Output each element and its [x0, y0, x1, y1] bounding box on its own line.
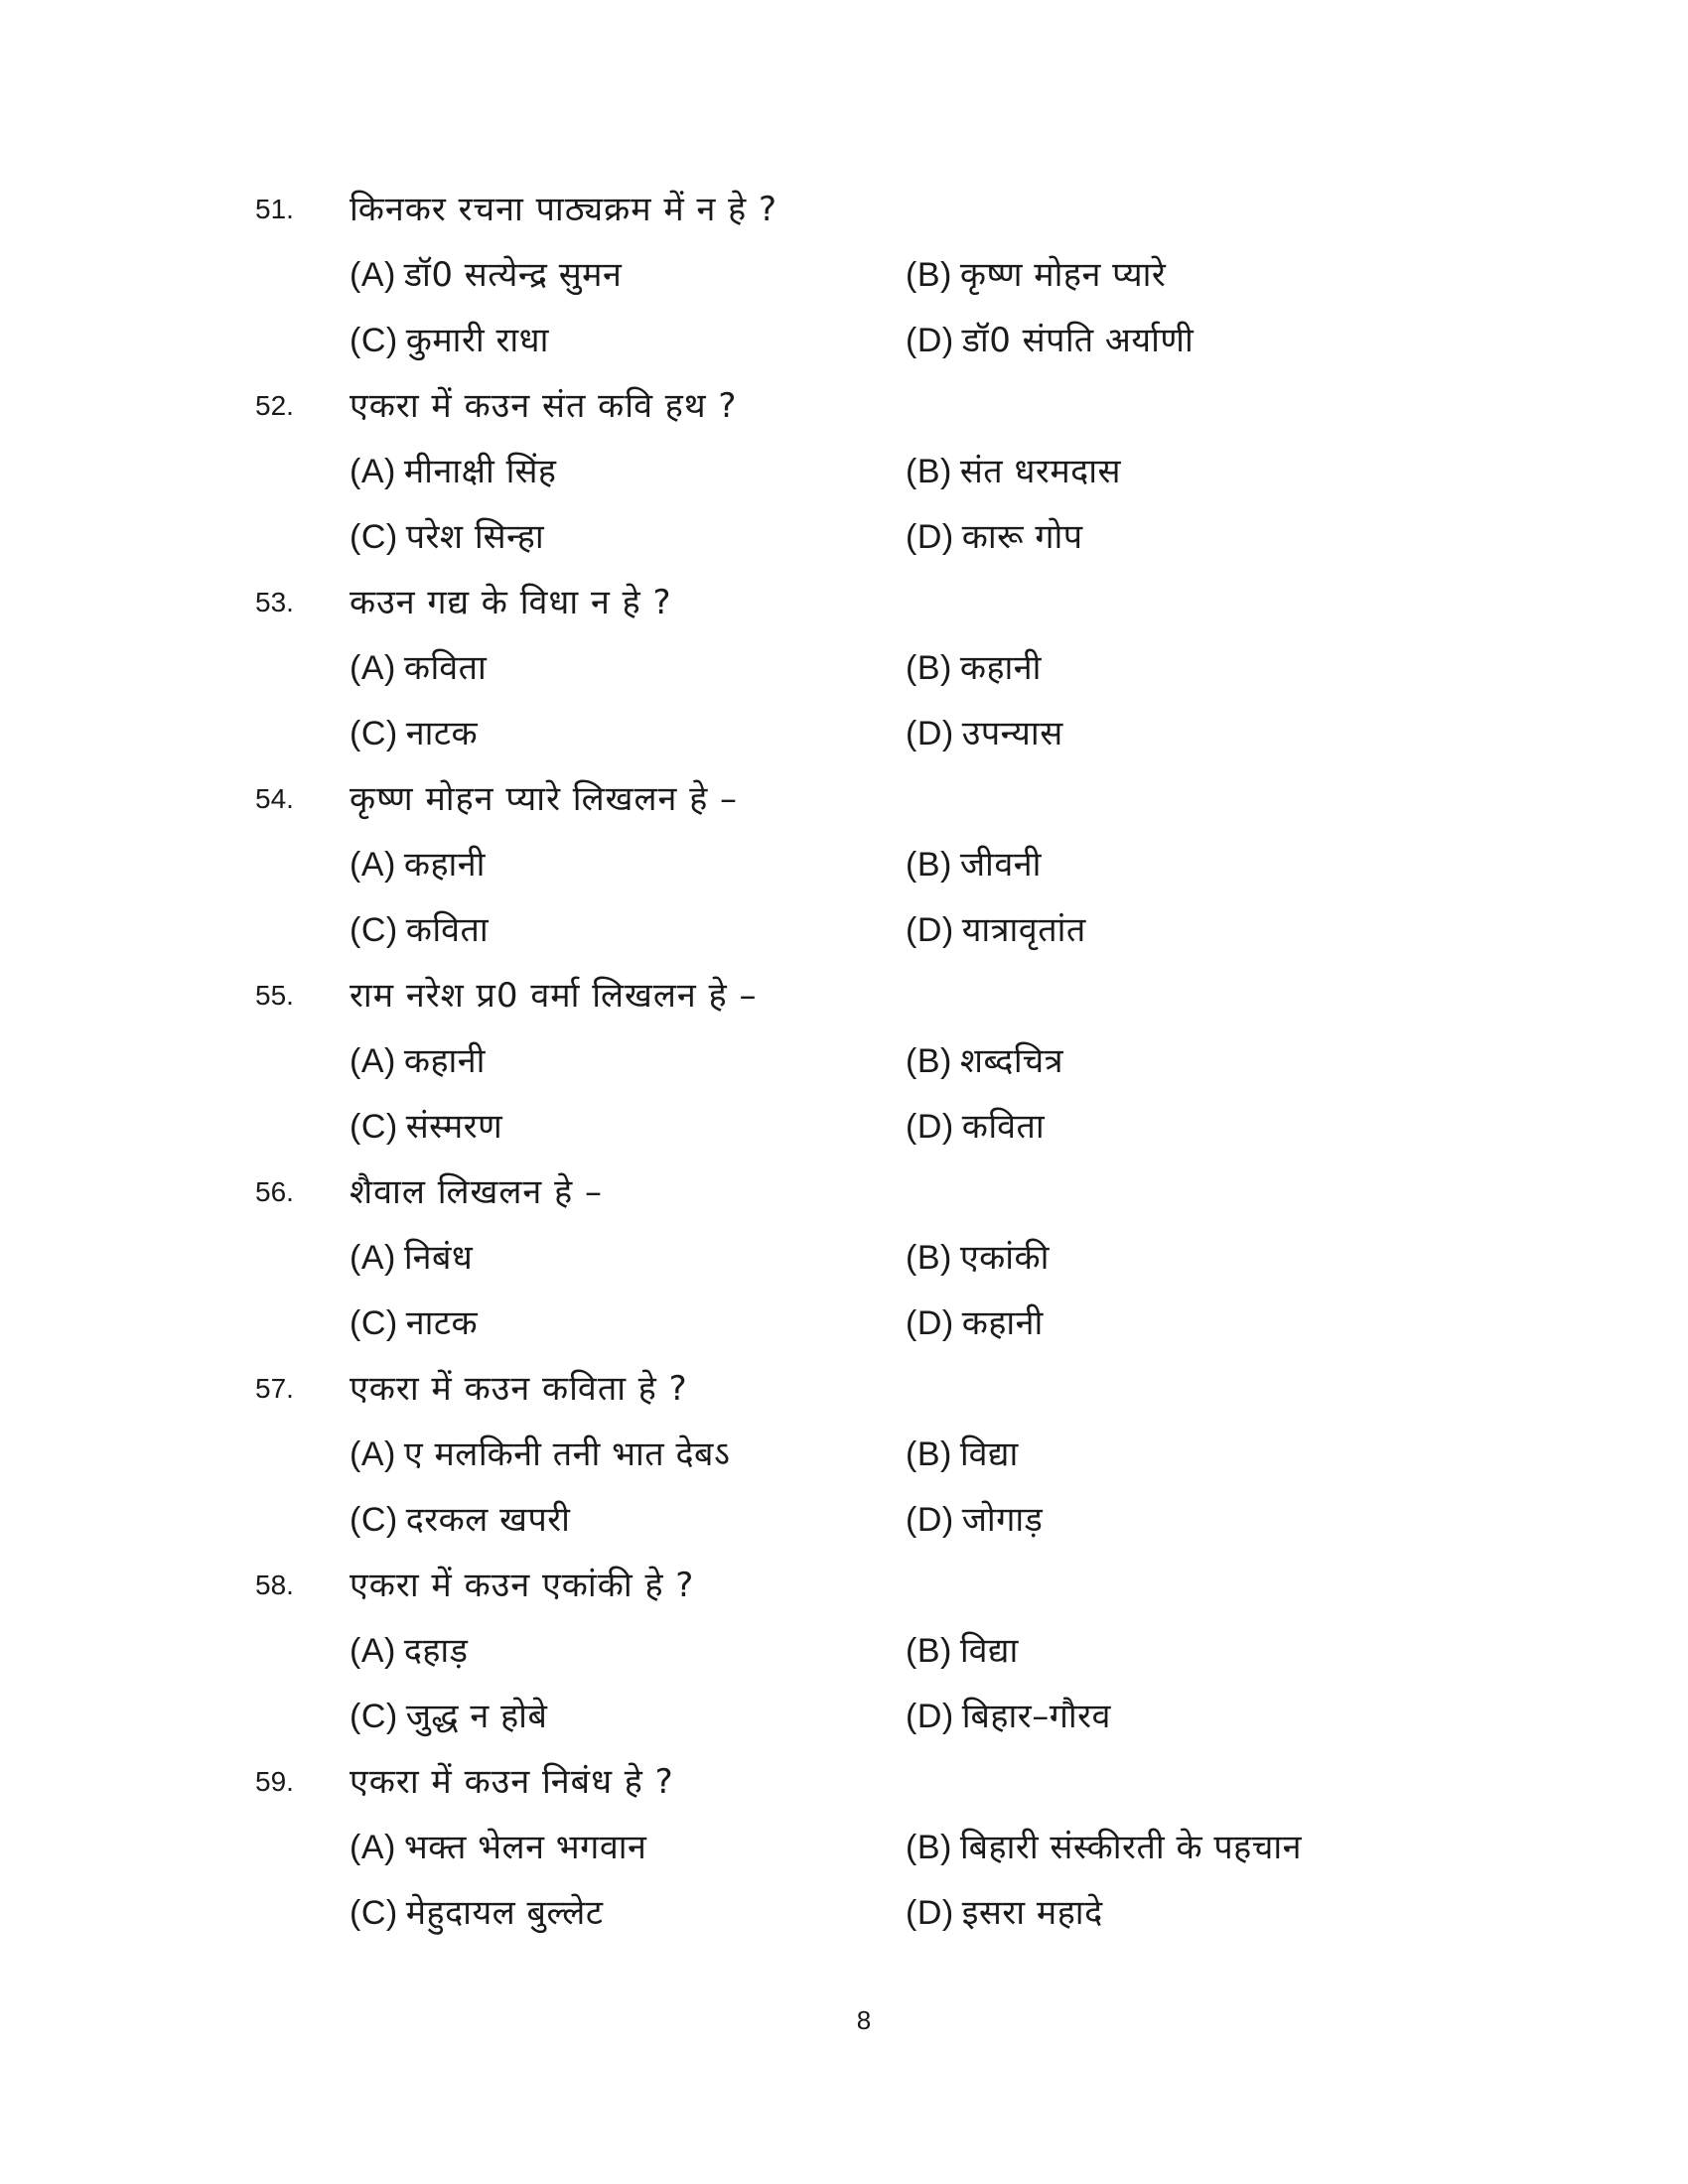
option-letter: (A): [350, 1632, 396, 1670]
question-item: [0, 963, 1688, 1160]
option-letter: (A): [350, 649, 396, 687]
options-row: [0, 1815, 1688, 1880]
options-row: [0, 635, 1688, 701]
question-item: [0, 177, 1688, 373]
question-text: कृष्ण मोहन प्यारे लिखलन हे –: [350, 779, 739, 819]
option-letter: (D): [906, 911, 954, 949]
option-text: विद्या: [959, 1434, 1019, 1474]
option-b: [906, 242, 1166, 308]
option-text: संस्मरण: [405, 1107, 503, 1147]
question-row: [0, 1160, 1688, 1225]
option-a: [350, 1618, 468, 1684]
option-text: डॉ0 संपति अर्याणी: [961, 321, 1195, 360]
option-d: [906, 308, 1194, 373]
option-letter: (D): [906, 1501, 954, 1539]
option-letter: (C): [350, 1698, 398, 1735]
question-item: [0, 1356, 1688, 1553]
option-letter: (B): [906, 1435, 952, 1473]
option-text: यात्रावृतांत: [961, 910, 1086, 950]
question-text: एकरा में कउन एकांकी हे ?: [350, 1566, 695, 1605]
option-text: डॉ0 सत्येन्द्र सुमन: [403, 255, 623, 295]
option-a: [350, 1815, 646, 1880]
option-d: [906, 1291, 1044, 1356]
option-c: [350, 1094, 502, 1160]
option-a: [350, 635, 487, 701]
option-text: इसरा महादे: [961, 1893, 1103, 1933]
question-text: एकरा में कउन कविता हे ?: [350, 1369, 688, 1409]
option-b: [906, 635, 1042, 701]
option-text: उपन्यास: [961, 714, 1063, 753]
option-d: [906, 701, 1063, 766]
question-number: 53.: [255, 587, 294, 617]
option-text: विद्या: [959, 1631, 1019, 1671]
option-letter: (D): [906, 1894, 954, 1932]
option-letter: (A): [350, 1829, 396, 1866]
option-letter: (A): [350, 846, 396, 884]
option-letter: (A): [350, 1042, 396, 1080]
options-row: [0, 504, 1688, 570]
option-d: [906, 504, 1083, 570]
page-number: 8: [856, 2005, 872, 2035]
option-text: नाटक: [405, 714, 479, 753]
option-a: [350, 439, 556, 504]
question-item: [0, 1160, 1688, 1356]
option-d: [906, 1684, 1111, 1749]
options-row: [0, 1880, 1688, 1946]
question-row: [0, 1749, 1688, 1815]
option-letter: (C): [350, 715, 398, 752]
question-text: कउन गद्य के विधा न हे ?: [350, 583, 672, 622]
option-c: [350, 701, 478, 766]
option-a: [350, 832, 486, 897]
option-text: जोगाड़: [961, 1500, 1044, 1540]
option-text: कविता: [403, 648, 488, 688]
option-d: [906, 1094, 1045, 1160]
options-row: [0, 1225, 1688, 1291]
options-row: [0, 897, 1688, 963]
question-row: [0, 1553, 1688, 1618]
option-text: कहानी: [959, 648, 1042, 688]
option-text: भक्त भेलन भगवान: [403, 1828, 647, 1867]
options-row: [0, 701, 1688, 766]
question-number: 56.: [255, 1176, 294, 1207]
option-letter: (B): [906, 846, 952, 884]
option-text: कुमारी राधा: [405, 321, 549, 360]
option-letter: (B): [906, 1042, 952, 1080]
option-text: मेहुदायल बुल्लेट: [405, 1893, 604, 1933]
question-row: [0, 963, 1688, 1028]
option-letter: (D): [906, 715, 954, 752]
option-text: कारू गोप: [961, 517, 1083, 557]
question-text: राम नरेश प्र0 वर्मा लिखलन हे –: [350, 976, 758, 1016]
question-item: [0, 1749, 1688, 1946]
option-d: [906, 1880, 1103, 1946]
option-b: [906, 1422, 1019, 1487]
option-text: कविता: [405, 910, 490, 950]
option-text: एकांकी: [959, 1238, 1050, 1278]
option-text: निबंध: [403, 1238, 474, 1278]
option-letter: (A): [350, 256, 396, 294]
option-text: कहानी: [403, 845, 486, 885]
option-b: [906, 1815, 1302, 1880]
option-text: दरकल खपरी: [405, 1500, 571, 1540]
question-number: 57.: [255, 1373, 294, 1404]
option-text: शब्दचित्र: [959, 1041, 1063, 1081]
options-row: [0, 832, 1688, 897]
question-item: [0, 373, 1688, 570]
option-letter: (A): [350, 1435, 396, 1473]
option-text: संत धरमदास: [959, 452, 1121, 491]
option-text: कहानी: [403, 1041, 486, 1081]
option-letter: (C): [350, 1108, 398, 1146]
option-text: नाटक: [405, 1303, 479, 1343]
option-a: [350, 1422, 730, 1487]
option-letter: (A): [350, 453, 396, 490]
question-text: एकरा में कउन संत कवि हथ ?: [350, 386, 738, 426]
question-item: [0, 570, 1688, 766]
question-text: किनकर रचना पाठ्यक्रम में न हे ?: [350, 190, 778, 229]
option-b: [906, 1028, 1063, 1094]
option-letter: (C): [350, 1501, 398, 1539]
option-letter: (C): [350, 1304, 398, 1342]
option-c: [350, 1684, 547, 1749]
option-c: [350, 504, 544, 570]
option-text: कहानी: [961, 1303, 1044, 1343]
option-a: [350, 242, 622, 308]
option-text: परेश सिन्हा: [405, 517, 545, 557]
question-text: शैवाल लिखलन हे –: [350, 1172, 603, 1212]
question-number: 55.: [255, 980, 294, 1011]
option-a: [350, 1225, 473, 1291]
option-d: [906, 1487, 1043, 1553]
question-list: [0, 177, 1688, 1946]
question-number: 52.: [255, 390, 294, 421]
option-letter: (D): [906, 518, 954, 556]
question-row: [0, 766, 1688, 832]
options-row: [0, 308, 1688, 373]
option-text: दहाड़: [403, 1631, 469, 1671]
options-row: [0, 1094, 1688, 1160]
options-row: [0, 1684, 1688, 1749]
option-text: कृष्ण मोहन प्यारे: [959, 255, 1167, 295]
options-row: [0, 1291, 1688, 1356]
question-item: [0, 1553, 1688, 1749]
option-letter: (A): [350, 1239, 396, 1277]
options-row: [0, 1487, 1688, 1553]
question-number: 58.: [255, 1570, 294, 1600]
question-row: [0, 373, 1688, 439]
option-letter: (D): [906, 1108, 954, 1146]
option-b: [906, 1225, 1050, 1291]
option-letter: (C): [350, 518, 398, 556]
question-text: एकरा में कउन निबंध हे ?: [350, 1762, 674, 1802]
option-b: [906, 439, 1121, 504]
option-letter: (D): [906, 322, 954, 359]
option-c: [350, 308, 549, 373]
option-letter: (B): [906, 1632, 952, 1670]
option-text: मीनाक्षी सिंह: [403, 452, 557, 491]
options-row: [0, 1618, 1688, 1684]
option-b: [906, 832, 1042, 897]
option-c: [350, 1880, 603, 1946]
option-c: [350, 1291, 478, 1356]
option-letter: (D): [906, 1304, 954, 1342]
option-letter: (B): [906, 453, 952, 490]
option-text: बिहारी संस्कीरती के पहचान: [959, 1828, 1303, 1867]
option-letter: (C): [350, 911, 398, 949]
option-letter: (C): [350, 322, 398, 359]
question-row: [0, 1356, 1688, 1422]
option-letter: (C): [350, 1894, 398, 1932]
option-letter: (B): [906, 649, 952, 687]
option-letter: (B): [906, 256, 952, 294]
options-row: [0, 242, 1688, 308]
question-item: [0, 766, 1688, 963]
option-text: ए मलकिनी तनी भात देबऽ: [403, 1434, 731, 1474]
question-row: [0, 570, 1688, 635]
option-letter: (B): [906, 1829, 952, 1866]
question-row: [0, 177, 1688, 242]
option-c: [350, 1487, 570, 1553]
question-number: 59.: [255, 1766, 294, 1797]
option-text: बिहार–गौरव: [961, 1697, 1111, 1736]
option-text: कविता: [961, 1107, 1046, 1147]
options-row: [0, 1422, 1688, 1487]
option-letter: (B): [906, 1239, 952, 1277]
question-number: 51.: [255, 194, 294, 224]
option-d: [906, 897, 1086, 963]
option-c: [350, 897, 489, 963]
option-a: [350, 1028, 486, 1094]
options-row: [0, 1028, 1688, 1094]
option-text: जुद्ध न होबे: [405, 1697, 548, 1736]
option-b: [906, 1618, 1019, 1684]
option-text: जीवनी: [959, 845, 1042, 885]
question-number: 54.: [255, 783, 294, 814]
option-letter: (D): [906, 1698, 954, 1735]
options-row: [0, 439, 1688, 504]
